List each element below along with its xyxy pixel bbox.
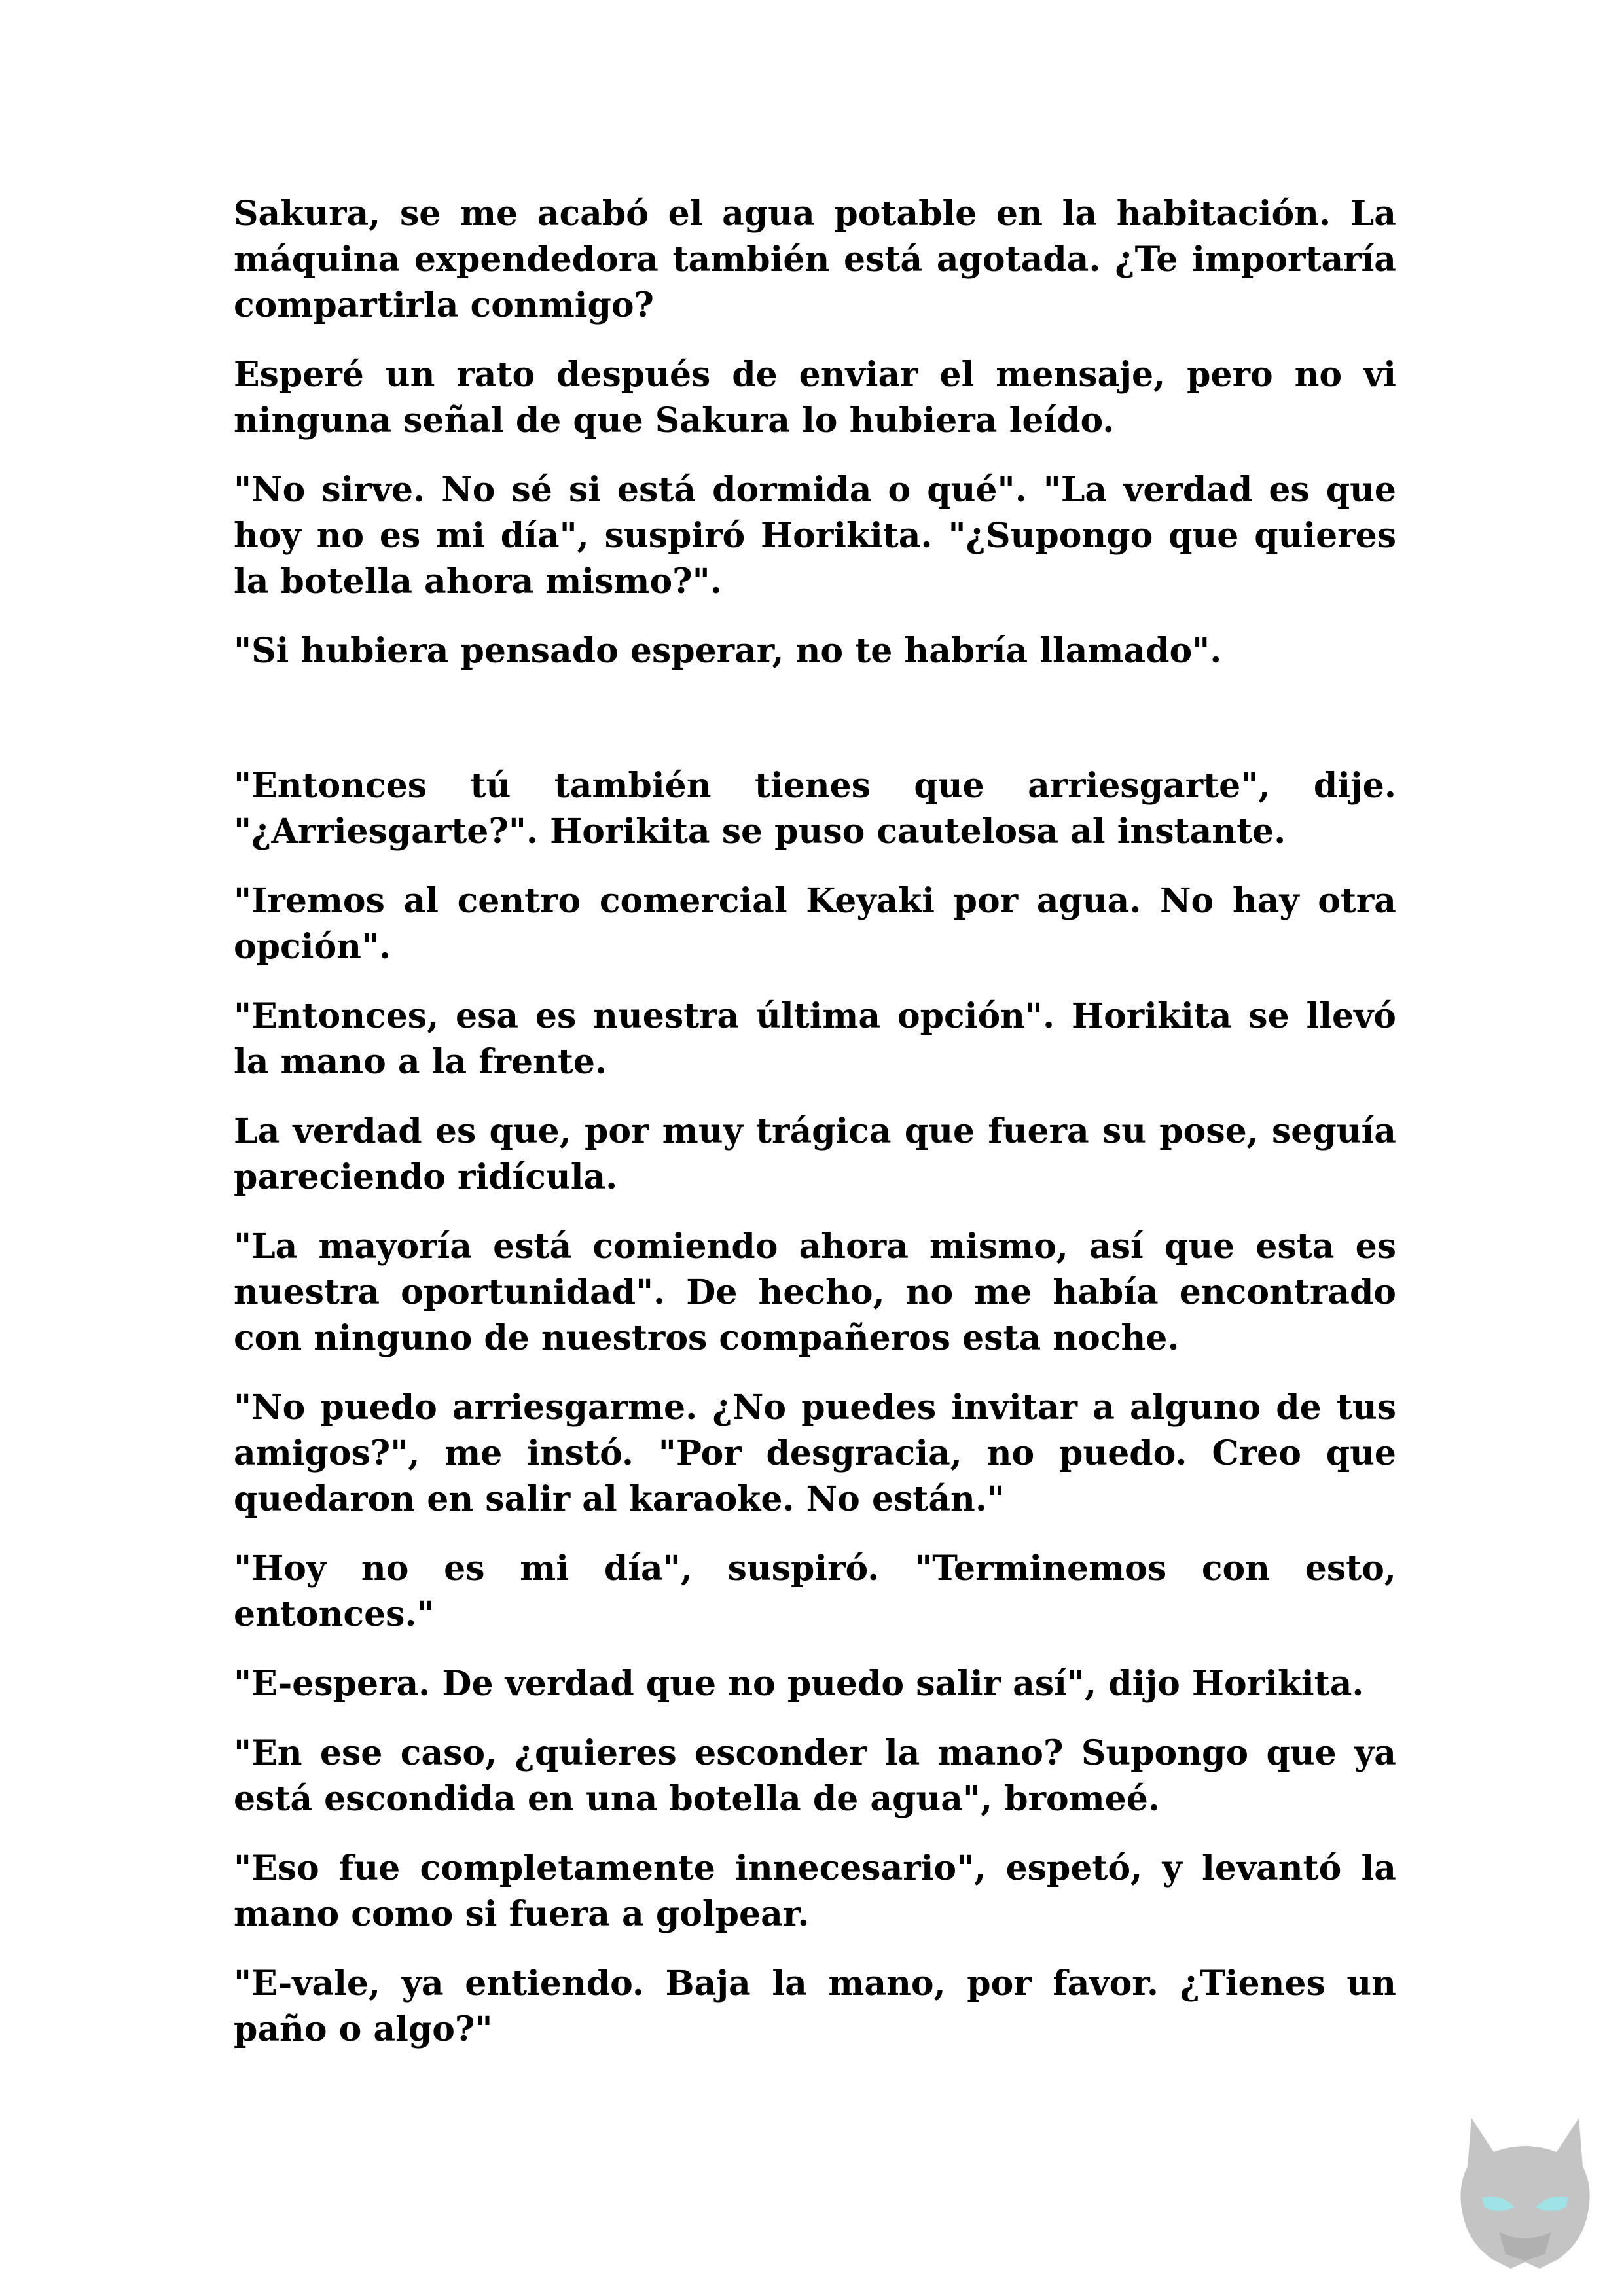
paragraph-6: "Iremos al centro comercial Keyaki por agua. No hay otra opción". [234, 881, 1396, 967]
paragraph-10: "No puedo arriesgarme. ¿No puedes invitar a alguno de tus amigos?", me instó. "Por desgracia, no puedo. Creo que quedaron en salir al karaoke. No están." [234, 1388, 1396, 1519]
paragraph-7: "Entonces, esa es nuestra última opción". Horikita se llevó la mano a la frente. [234, 996, 1396, 1082]
paragraph-3: "No sirve. No sé si está dormida o qué". "La verdad es que hoy no es mi día", suspiró Horikita. "¿Supongo que quieres la botella ahora mismo?". [234, 470, 1396, 601]
document-page [234, 191, 1396, 2076]
paragraph-12: "E-espera. De verdad que no puedo salir así", dijo Horikita. [234, 1664, 1364, 1704]
paragraph-4: "Si hubiera pensado esperar, no te habría llamado". [234, 631, 1222, 671]
paragraph-14: "Eso fue completamente innecesario", espetó, y levantó la mano como si fuera a golpear. [234, 1848, 1396, 1934]
paragraph-13: "En ese caso, ¿quieres esconder la mano? Supongo que ya está escondida en una botella de agua", bromeé. [234, 1733, 1396, 1819]
paragraph-15: "E-vale, ya entiendo. Baja la mano, por favor. ¿Tienes un paño o algo?" [234, 1964, 1396, 2049]
paragraph-11: "Hoy no es mi día", suspiró. "Terminemos con esto, entonces." [234, 1549, 1396, 1634]
paragraph-5: "Entonces tú también tienes que arriesgarte", dije. "¿Arriesgarte?". Horikita se puso cautelosa al instante. [234, 766, 1396, 852]
paragraph-2: Esperé un rato después de enviar el mensaje, pero no vi ninguna señal de que Sakura lo hubiera leído. [234, 355, 1396, 440]
demon-head-icon [1453, 2114, 1597, 2271]
paragraph-8: La verdad es que, por muy trágica que fuera su pose, seguía pareciendo ridícula. [234, 1111, 1396, 1197]
paragraph-1: Sakura, se me acabó el agua potable en la habitación. La máquina expendedora también está agotada. ¿Te importaría compartirla conmigo? [234, 194, 1396, 325]
paragraph-9: "La mayoría está comiendo ahora mismo, así que esta es nuestra oportunidad". De hecho, no me había encontrado con ninguno de nuestros compañeros esta noche. [234, 1227, 1396, 1358]
